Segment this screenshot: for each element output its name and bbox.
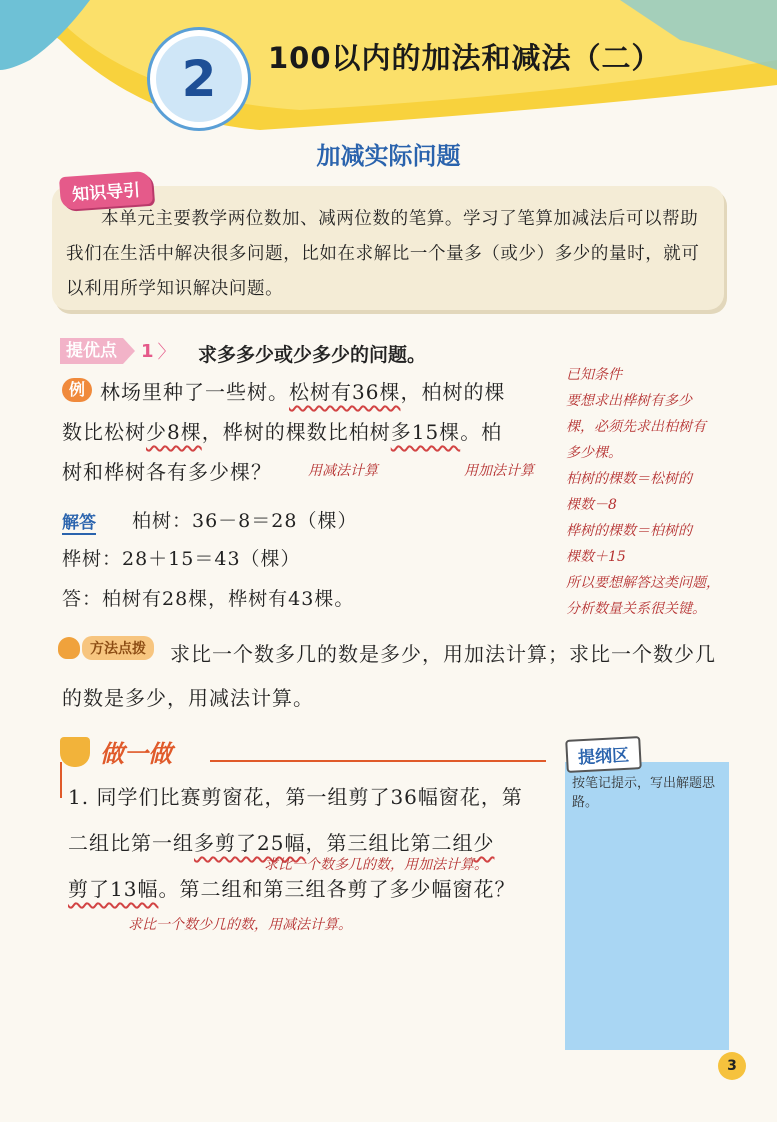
condition-birch: 多15棵 <box>390 420 461 444</box>
answer-badge: 解答 <box>62 508 96 535</box>
condition-cypress: 少8棵 <box>146 420 202 444</box>
chapter-title: 100以内的加法和减法（二） <box>268 41 662 75</box>
practice-header <box>60 734 172 769</box>
practice-note-1: 求比一个数多几的数，用加法计算。 <box>264 857 488 873</box>
practice-note-2: 求比一个数少几的数，用减法计算。 <box>128 917 352 933</box>
outline-tag: 提纲区 <box>565 736 642 773</box>
section-title: 加减实际问题 <box>316 142 461 170</box>
note-subtraction: 用减法计算 <box>308 463 378 479</box>
practice-title: 做一做 <box>100 740 172 768</box>
practice-line-2: 二组比第一组多剪了25幅，第三组比第二组少 <box>68 831 495 855</box>
practice-divider <box>210 760 546 762</box>
angle-right-icon: 〉 <box>157 342 176 363</box>
side-notes: 已知条件 要想求出桦树有多少 棵，必须先求出柏树有 多少棵。 柏树的棵数＝松树的 棵数－8 桦树的棵数＝柏树的 棵数＋15 所以要想解答这类问题， 分析数量关系很关键。 <box>566 367 720 617</box>
tip-number: 1 <box>141 340 154 362</box>
practice-problem <box>68 774 548 912</box>
answer-line-2: 桦树：28＋15＝43（棵） <box>62 548 301 570</box>
practice-side-bar <box>60 762 62 798</box>
page-number: 3 <box>718 1052 746 1080</box>
answer-line-1: 柏树：36－8＝28（棵） <box>132 510 358 532</box>
tip-tag <box>60 338 176 364</box>
problem-line-2: 数比松树少8棵，桦树的棵数比柏树多15棵。柏 <box>62 420 503 444</box>
note-addition: 用加法计算 <box>464 463 534 479</box>
problem-line-3: 树和桦树各有多少棵？ <box>62 460 272 484</box>
chapter-number-badge: 2 <box>150 30 248 128</box>
example-badge: 例 <box>62 378 92 402</box>
answer-line-3: 答：柏树有28棵，桦树有43棵。 <box>62 588 355 610</box>
guide-text: 本单元主要教学两位数加、减两位数的笔算。学习了笔算加减法后可以帮助我们在生活中解决很多问题，比如在求解比一个量多（或少）多少的量时，就可以利用所学知识解决问题。 <box>66 209 700 299</box>
method-text: 求比一个数多几的数是多少，用加法计算；求比一个数少几的数是多少，用减法计算。 <box>62 642 716 710</box>
guide-tag: 知识导引 <box>59 171 153 210</box>
practice-line-1: 1. 同学们比赛剪窗花，第一组剪了36幅窗花，第 <box>68 785 523 809</box>
practice-line-3: 剪了13幅。第二组和第三组各剪了多少幅窗花？ <box>68 877 516 901</box>
chevron-right-icon <box>123 338 135 364</box>
tip-label: 提优点 <box>60 338 123 364</box>
problem-line-1: 林场里种了一些树。松树有36棵，柏树的棵 <box>100 380 506 404</box>
trophy-icon <box>60 737 90 767</box>
outline-hint: 按笔记提示，写出解题思路。 <box>572 776 716 810</box>
tip-title: 求多多少或少多少的问题。 <box>198 344 427 366</box>
method-badge: 方法点拨 <box>58 636 154 660</box>
condition-pine: 松树有36棵 <box>289 380 401 404</box>
